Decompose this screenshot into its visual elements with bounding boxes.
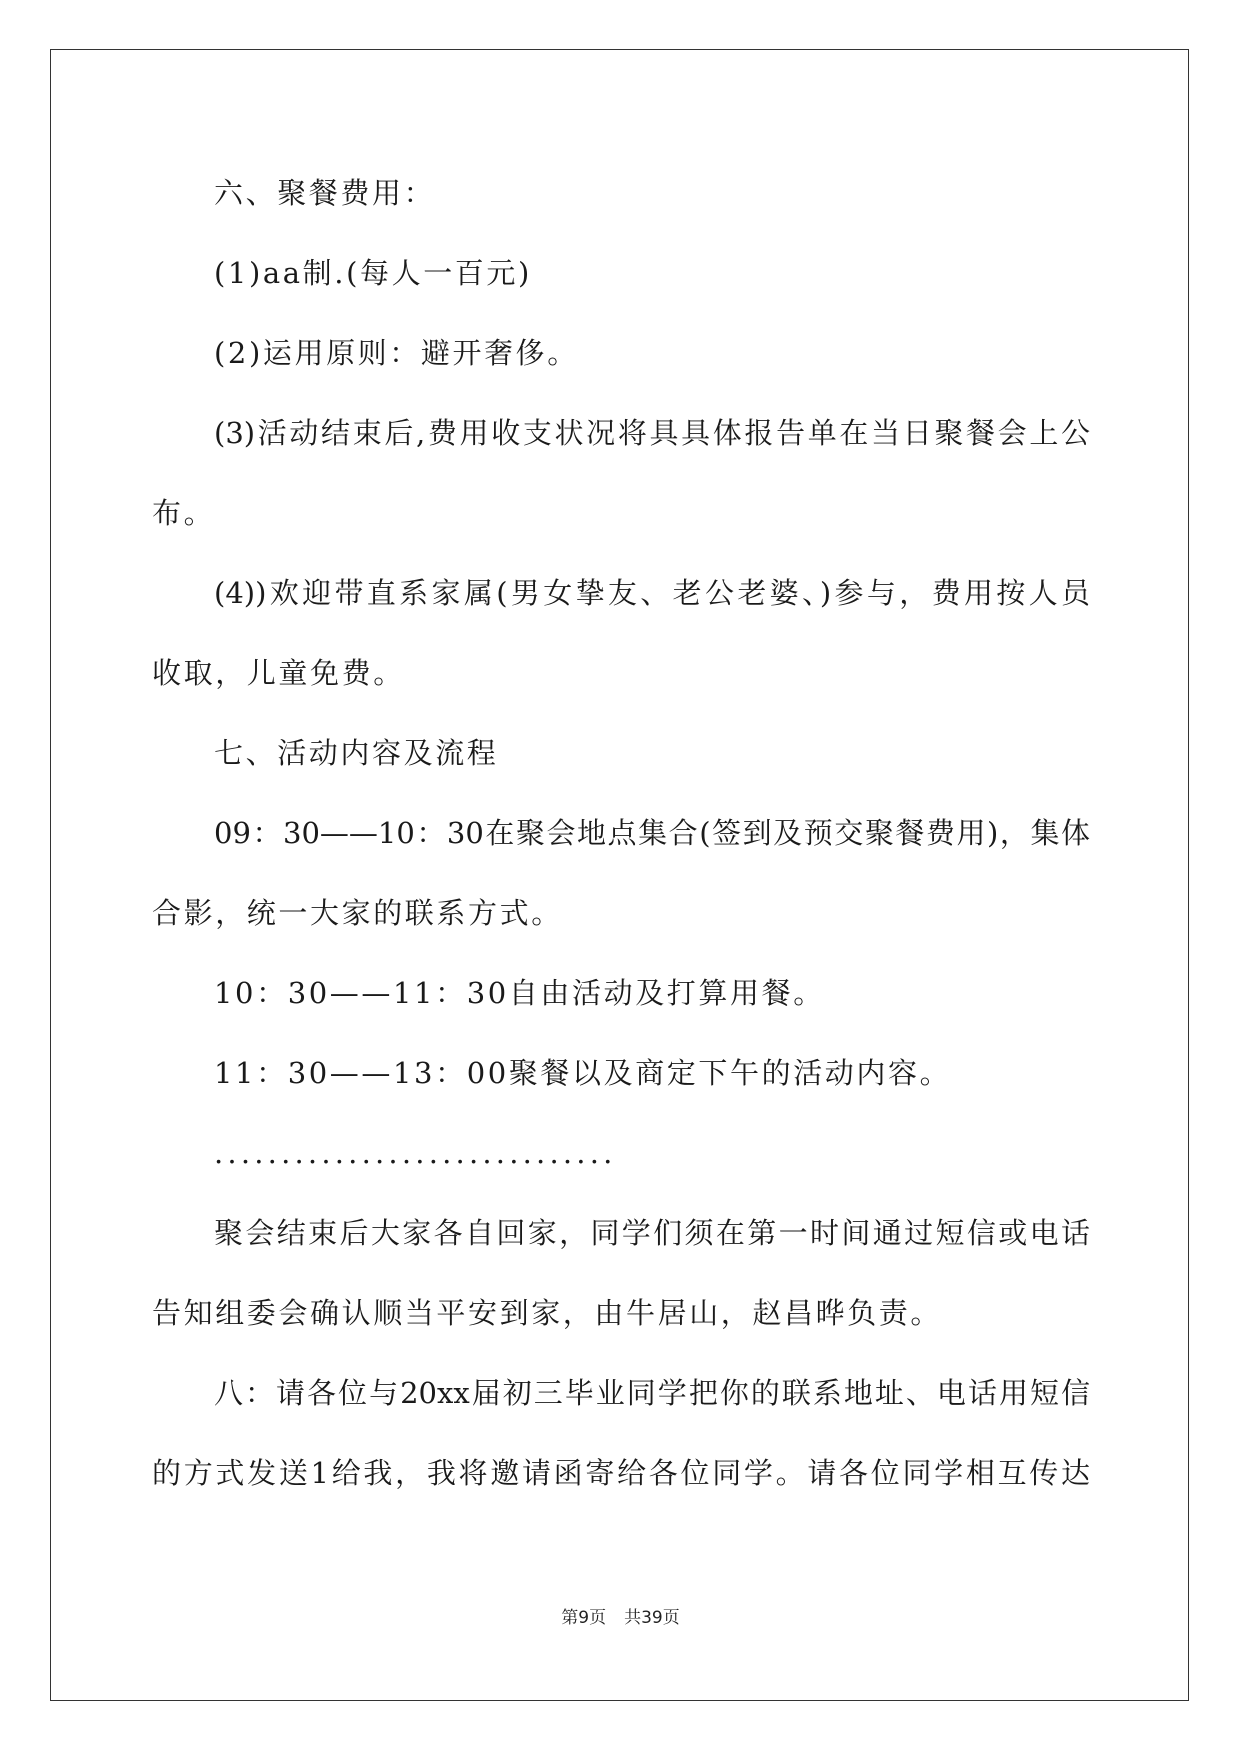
total-page-count: 共39页 bbox=[624, 1608, 680, 1628]
paragraph-line: 09：30——10：30在聚会地点集合(签到及预交聚餐费用)，集体 bbox=[214, 816, 1090, 850]
section-heading-dining-cost: 六、聚餐费用： bbox=[214, 176, 436, 210]
page-footer bbox=[0, 1606, 1241, 1630]
section-heading-activities: 七、活动内容及流程 bbox=[214, 736, 499, 770]
paragraph-line: (1)aa制.(每人一百元) bbox=[214, 256, 532, 290]
section-heading-contact: 八：请各位与20xx届初三毕业同学把你的联系地址、电话用短信 bbox=[214, 1376, 1090, 1410]
paragraph-line: 合影，统一大家的联系方式。 bbox=[152, 896, 563, 930]
paragraph-line: 的方式发送1给我，我将邀请函寄给各位同学。请各位同学相互传达 bbox=[152, 1456, 1090, 1490]
paragraph-line: 收取，儿童免费。 bbox=[152, 656, 405, 690]
paragraph-line: 告知组委会确认顺当平安到家，由牛居山，赵昌晔负责。 bbox=[152, 1296, 943, 1330]
paragraph-line: 10：30——11：30自由活动及打算用餐。 bbox=[214, 976, 825, 1010]
paragraph-line: 11：30——13：00聚餐以及商定下午的活动内容。 bbox=[214, 1056, 952, 1090]
paragraph-line: (3)活动结束后,费用收支状况将具具体报告单在当日聚餐会上公 bbox=[214, 416, 1090, 450]
paragraph-line: 聚会结束后大家各自回家，同学们须在第一时间通过短信或电话 bbox=[214, 1216, 1090, 1250]
current-page-number: 第9页 bbox=[561, 1608, 607, 1628]
paragraph-line: (2)运用原则：避开奢侈。 bbox=[214, 336, 579, 370]
paragraph-line: 布。 bbox=[152, 496, 216, 530]
paragraph-line: (4))欢迎带直系家属(男女挚友、老公老婆、)参与，费用按人员 bbox=[214, 576, 1090, 610]
ellipsis-divider: .............................. bbox=[214, 1136, 617, 1170]
